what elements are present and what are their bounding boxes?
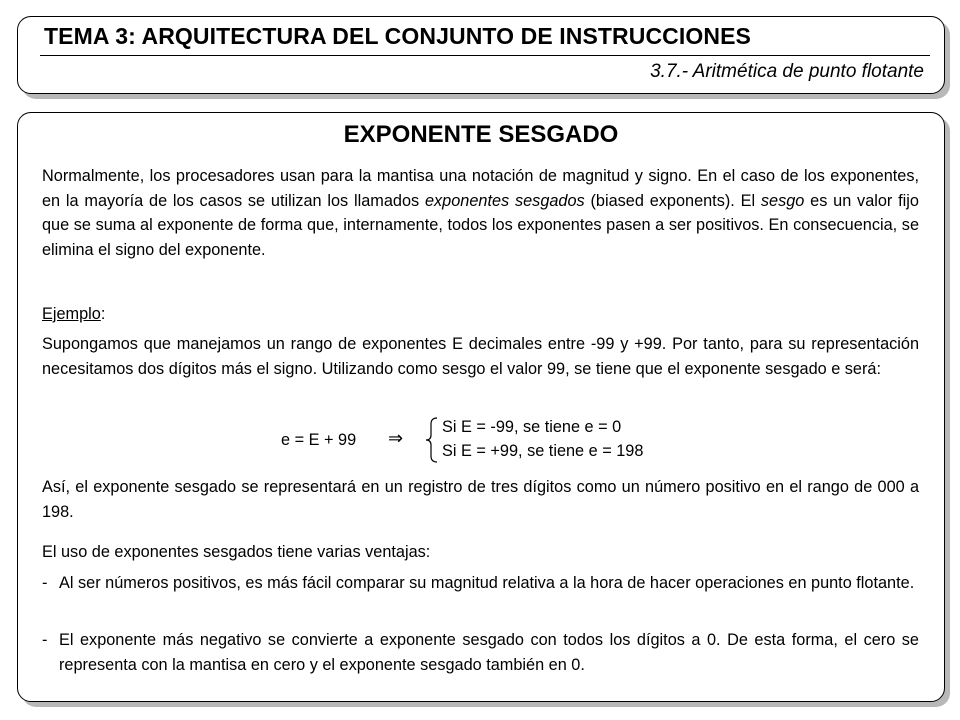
header-subtitle: 3.7.- Aritmética de punto flotante (650, 61, 924, 82)
formula-case-1: Si E = -99, se tiene e = 0 (442, 418, 622, 436)
intro-italic-sesgo: sesgo (760, 191, 805, 210)
intro-paragraph (42, 164, 919, 262)
advantages-intro: El uso de exponentes sesgados tiene varias ventajas: (42, 543, 431, 561)
content-title: EXPONENTE SESGADO (343, 121, 619, 148)
bullet-dash: - (42, 631, 48, 649)
header-title: TEMA 3: ARQUITECTURA DEL CONJUNTO DE INSTRUCCIONES (44, 23, 751, 49)
content-panel (17, 112, 945, 702)
example-label: Ejemplo (42, 305, 101, 323)
intro-text-2: (biased exponents). El (584, 191, 761, 210)
advantage-item-2 (42, 628, 919, 677)
advantage-text-2: El exponente más negativo se convierte a exponente sesgado con todos los dígitos a 0. De esta forma, el cero se representa con la mantisa en cero y el exponente sesgado también en 0. (59, 631, 919, 674)
intro-text-3: es un valor fijo que se suma al exponente de forma que, internamente, todos los exponentes pasen a ser positivos. En consecuencia, se elimina el signo del exponente. (42, 191, 919, 259)
example-paragraph: Supongamos que manejamos un rango de exponentes E decimales entre -99 y +99. Por tanto, para su representación necesitamos dos dígitos más el signo. Utilizando como sesgo el valor 99, se tiene que el exponente sesgado e será: (42, 335, 919, 378)
bullet-dash: - (42, 574, 48, 592)
intro-italic-biased: exponentes sesgados (424, 191, 585, 210)
formula-case-2: Si E = +99, se tiene e = 198 (442, 442, 644, 460)
intro-text-1: Normalmente, los procesadores usan para la mantisa una notación de magnitud y signo. En el caso de los exponentes, en la mayoría de los casos se utilizan los llamados (42, 167, 919, 210)
advantage-item-1 (42, 571, 919, 596)
example-heading (42, 302, 919, 327)
header-panel (17, 16, 945, 94)
implies-arrow-icon: ⇒ (388, 428, 404, 448)
header-divider (40, 55, 930, 56)
left-brace-icon (425, 417, 439, 463)
advantage-text-1: Al ser números positivos, es más fácil comparar su magnitud relativa a la hora de hacer operaciones en punto flotante. (59, 574, 915, 592)
example-colon: : (100, 305, 106, 323)
range-paragraph: Así, el exponente sesgado se representará en un registro de tres dígitos como un número positivo en el rango de 000 a 198. (42, 478, 919, 521)
formula-lhs: e = E + 99 (281, 431, 357, 449)
